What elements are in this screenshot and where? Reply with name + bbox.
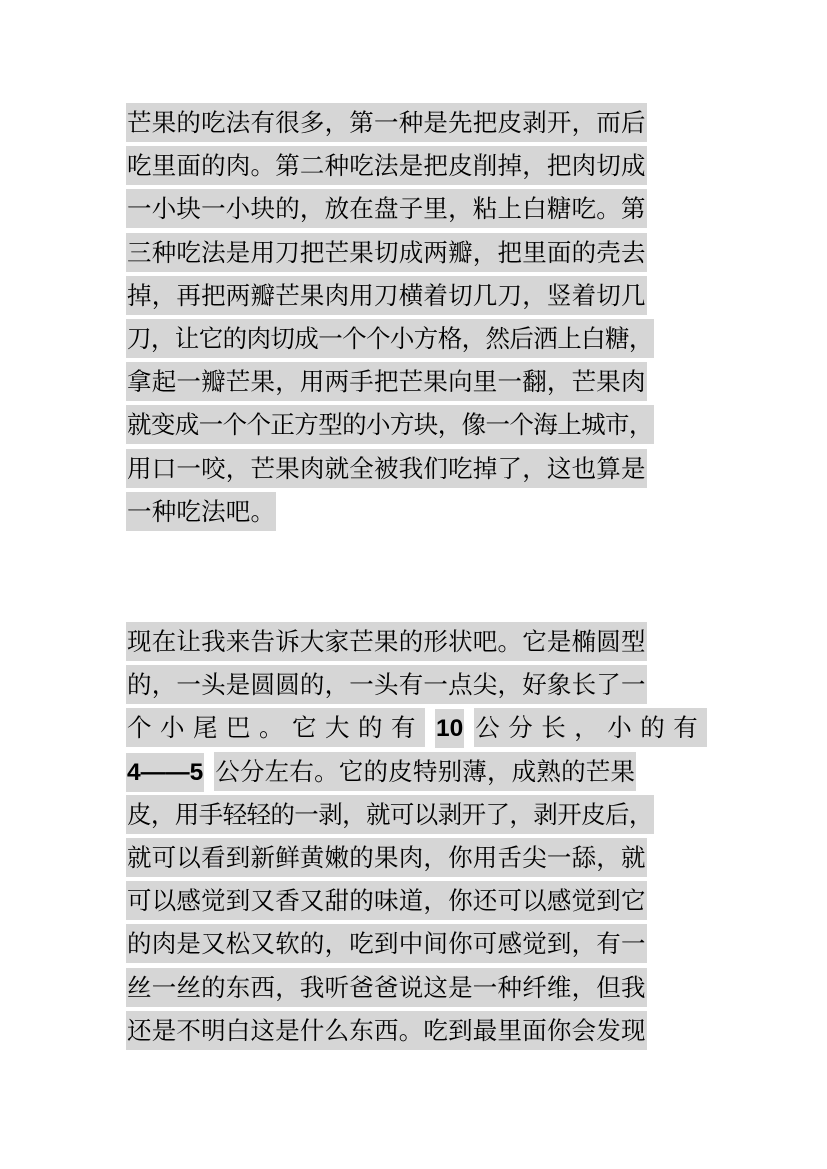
text-line <box>126 233 726 276</box>
highlighted-text: 丝一丝的东西，我听爸爸说这是一种纤维，但我 <box>126 968 647 1007</box>
highlighted-text: 就变成一个个正方型的小方块，像一个海上城市， <box>126 405 654 444</box>
text-line <box>126 838 726 881</box>
text-line <box>126 881 726 924</box>
size-range-number: 4——5 <box>126 753 204 792</box>
highlighted-text: 芒果的吃法有很多，第一种是先把皮剥开，而后 <box>126 103 647 142</box>
highlighted-text: 的肉是又松又软的，吃到中间你可感觉到，有一 <box>126 924 647 963</box>
text-line <box>126 492 726 535</box>
highlighted-text: 拿起一瓣芒果，用两手把芒果向里一翻，芒果肉 <box>126 362 647 401</box>
highlighted-text: 一种吃法吧。 <box>126 492 276 531</box>
text-line <box>126 752 726 795</box>
text-line <box>126 103 726 146</box>
text-line <box>126 968 726 1011</box>
highlighted-text: 皮，用手轻轻的一剥，就可以剥开了，剥开皮后， <box>126 795 654 834</box>
highlighted-text: 还是不明白这是什么东西。吃到最里面你会发现 <box>126 1011 647 1050</box>
text-line <box>126 1011 726 1054</box>
text-line <box>126 276 726 319</box>
text-line <box>126 319 726 362</box>
paragraph-mango-shape <box>126 622 726 1054</box>
paragraph-eating-methods <box>126 103 726 535</box>
highlighted-text: 的，一头是圆圆的，一头有一点尖，好象长了一 <box>126 665 647 704</box>
highlighted-text: 吃里面的肉。第二种吃法是把皮削掉，把肉切成 <box>126 146 647 185</box>
highlighted-text: 用口一咬，芒果肉就全被我们吃掉了，这也算是 <box>126 449 647 488</box>
highlighted-text: 现在让我来告诉大家芒果的形状吧。它是椭圆型 <box>126 622 647 661</box>
highlighted-text: 刀，让它的肉切成一个个小方格，然后洒上白糖， <box>126 319 654 358</box>
highlighted-text: 就可以看到新鲜黄嫩的果肉，你用舌尖一舔，就 <box>126 838 647 877</box>
size-number: 10 <box>435 709 464 748</box>
text-line <box>126 708 726 751</box>
text-line <box>126 924 726 967</box>
text-line <box>126 362 726 405</box>
highlighted-text: 个小尾巴。它大的有 <box>126 708 425 747</box>
text-line <box>126 665 726 708</box>
text-line <box>126 405 726 448</box>
text-line <box>126 449 726 492</box>
text-line <box>126 622 726 665</box>
highlighted-text: 一小块一小块的，放在盘子里，粘上白糖吃。第 <box>126 189 647 228</box>
highlighted-text: 掉，再把两瓣芒果肉用刀横着切几刀，竖着切几 <box>126 276 647 315</box>
highlighted-text: 公分左右。它的皮特别薄，成熟的芒果 <box>214 752 636 791</box>
highlighted-text: 公分长，小的有 <box>474 708 707 747</box>
text-line <box>126 146 726 189</box>
highlighted-text: 三种吃法是用刀把芒果切成两瓣，把里面的壳去 <box>126 233 647 272</box>
text-line <box>126 189 726 232</box>
text-line <box>126 795 726 838</box>
highlighted-text: 可以感觉到又香又甜的味道，你还可以感觉到它 <box>126 881 647 920</box>
